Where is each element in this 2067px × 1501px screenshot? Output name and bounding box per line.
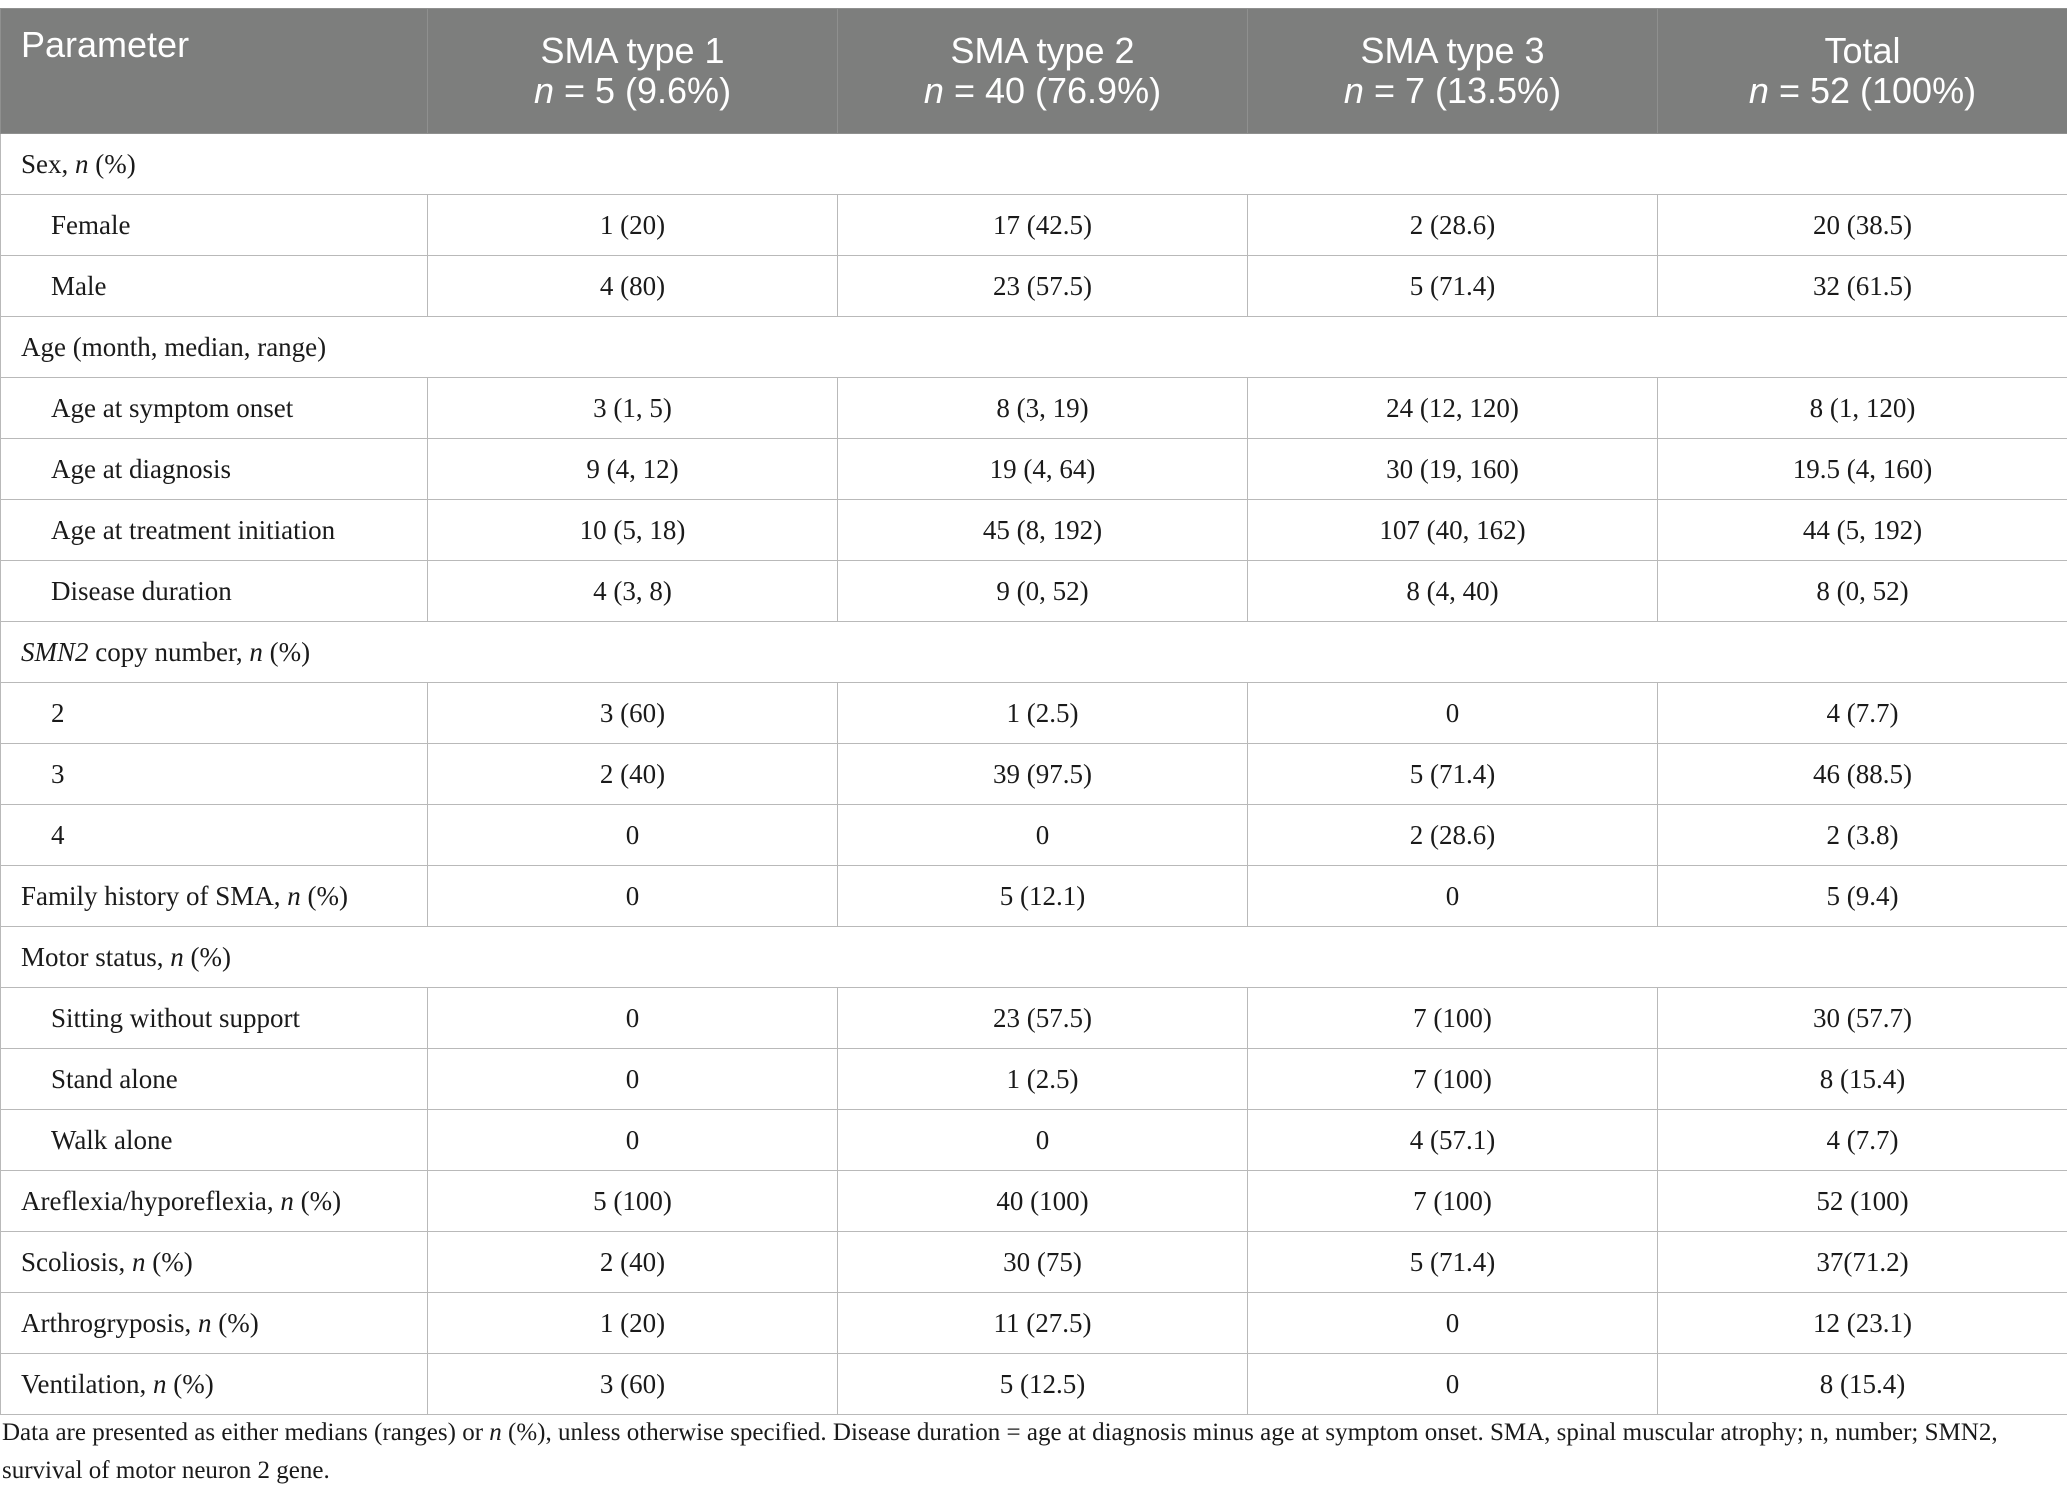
section-label-motor: Motor status, n (%): [1, 927, 2067, 988]
cell-sma1: 1 (20): [428, 195, 838, 256]
table-header: [1, 9, 2067, 134]
cell-sma2: 1 (2.5): [838, 683, 1248, 744]
header-sma-type-3: [1248, 9, 1658, 134]
section-row-sex: [1, 134, 2067, 195]
n-symbol: n: [923, 70, 944, 111]
row-label: Stand alone: [1, 1049, 428, 1110]
row-label: Age at symptom onset: [1, 378, 428, 439]
cell-sma2: 23 (57.5): [838, 988, 1248, 1049]
cell-sma2: 11 (27.5): [838, 1293, 1248, 1354]
cell-sma2: 40 (100): [838, 1171, 1248, 1232]
cell-sma2: 1 (2.5): [838, 1049, 1248, 1110]
table-row-age-treatment: [1, 500, 2067, 561]
cell-sma2: 23 (57.5): [838, 256, 1248, 317]
table-row-walk: [1, 1110, 2067, 1171]
table-row-copy-3: [1, 744, 2067, 805]
cell-sma3: 0: [1248, 1354, 1658, 1415]
cell-total: 37(71.2): [1658, 1232, 2067, 1293]
table-row-stand: [1, 1049, 2067, 1110]
cell-sma3: 0: [1248, 683, 1658, 744]
cell-sma2: 8 (3, 19): [838, 378, 1248, 439]
cell-sma2: 45 (8, 192): [838, 500, 1248, 561]
n-value: = 40 (76.9%): [943, 70, 1162, 111]
cell-sma1: 9 (4, 12): [428, 439, 838, 500]
header-title: SMA type 1: [540, 30, 725, 71]
row-label: Ventilation, n (%): [1, 1354, 428, 1415]
cell-total: 4 (7.7): [1658, 1110, 2067, 1171]
cell-sma2: 5 (12.5): [838, 1354, 1248, 1415]
cell-sma1: 0: [428, 1049, 838, 1110]
cell-total: 30 (57.7): [1658, 988, 2067, 1049]
cell-sma1: 3 (60): [428, 683, 838, 744]
cell-sma2: 17 (42.5): [838, 195, 1248, 256]
cell-sma3: 7 (100): [1248, 988, 1658, 1049]
row-label: Female: [1, 195, 428, 256]
row-label: Sitting without support: [1, 988, 428, 1049]
section-row-age: [1, 317, 2067, 378]
row-label: Walk alone: [1, 1110, 428, 1171]
cell-sma3: 0: [1248, 866, 1658, 927]
section-label-sex: Sex, n (%): [1, 134, 2067, 195]
cell-sma1: 4 (80): [428, 256, 838, 317]
cell-sma3: 4 (57.1): [1248, 1110, 1658, 1171]
cell-total: 52 (100): [1658, 1171, 2067, 1232]
table-row-age-diagnosis: [1, 439, 2067, 500]
row-label: Age at diagnosis: [1, 439, 428, 500]
cell-sma1: 5 (100): [428, 1171, 838, 1232]
cell-sma2: 19 (4, 64): [838, 439, 1248, 500]
table-row-ventilation: [1, 1354, 2067, 1415]
cell-sma3: 5 (71.4): [1248, 1232, 1658, 1293]
cell-sma1: 0: [428, 805, 838, 866]
row-label: Arthrogryposis, n (%): [1, 1293, 428, 1354]
cell-sma1: 0: [428, 1110, 838, 1171]
row-label: 2: [1, 683, 428, 744]
cell-sma1: 3 (1, 5): [428, 378, 838, 439]
table-row-arthrogryposis: [1, 1293, 2067, 1354]
row-label: Male: [1, 256, 428, 317]
header-parameter: Parameter: [1, 9, 428, 134]
header-sma-type-1: [428, 9, 838, 134]
n-symbol: n: [1748, 70, 1769, 111]
cell-sma1: 4 (3, 8): [428, 561, 838, 622]
table-row-sitting: [1, 988, 2067, 1049]
table-row-family-history: [1, 866, 2067, 927]
cell-total: 32 (61.5): [1658, 256, 2067, 317]
cell-sma2: 9 (0, 52): [838, 561, 1248, 622]
table-row-female: [1, 195, 2067, 256]
cell-total: 20 (38.5): [1658, 195, 2067, 256]
cell-total: 2 (3.8): [1658, 805, 2067, 866]
header-row: [1, 9, 2067, 134]
row-label: Disease duration: [1, 561, 428, 622]
row-label: Areflexia/hyporeflexia, n (%): [1, 1171, 428, 1232]
cell-sma3: 7 (100): [1248, 1171, 1658, 1232]
n-symbol: n: [1343, 70, 1364, 111]
cell-sma3: 8 (4, 40): [1248, 561, 1658, 622]
cell-sma3: 2 (28.6): [1248, 195, 1658, 256]
n-value: = 7 (13.5%): [1363, 70, 1562, 111]
cell-total: 8 (0, 52): [1658, 561, 2067, 622]
cell-total: 5 (9.4): [1658, 866, 2067, 927]
header-sma-type-2: [838, 9, 1248, 134]
cell-total: 12 (23.1): [1658, 1293, 2067, 1354]
row-label: Family history of SMA, n (%): [1, 866, 428, 927]
cell-total: 8 (15.4): [1658, 1049, 2067, 1110]
cell-total: 19.5 (4, 160): [1658, 439, 2067, 500]
table-row-copy-2: [1, 683, 2067, 744]
n-value: = 52 (100%): [1768, 70, 1977, 111]
cell-sma1: 3 (60): [428, 1354, 838, 1415]
cell-sma3: 107 (40, 162): [1248, 500, 1658, 561]
cell-sma2: 39 (97.5): [838, 744, 1248, 805]
row-label: 4: [1, 805, 428, 866]
table-body: [1, 134, 2067, 1415]
row-label: Age at treatment initiation: [1, 500, 428, 561]
header-title: SMA type 3: [1360, 30, 1545, 71]
cell-sma3: 30 (19, 160): [1248, 439, 1658, 500]
cell-total: 44 (5, 192): [1658, 500, 2067, 561]
cell-sma3: 2 (28.6): [1248, 805, 1658, 866]
header-title: Total: [1824, 30, 1901, 71]
table-row-male: [1, 256, 2067, 317]
cell-total: 4 (7.7): [1658, 683, 2067, 744]
cell-sma3: 5 (71.4): [1248, 744, 1658, 805]
n-value: = 5 (9.6%): [553, 70, 732, 111]
table-row-disease-duration: [1, 561, 2067, 622]
table-footnote: Data are presented as either medians (ranges) or n (%), unless otherwise specified. Disease duration = age at diagnosis minus age at symptom onset. SMA, spinal muscular atrophy; n, number; SMN2, survival of motor neuron 2 gene.: [2, 1419, 1998, 1484]
row-label: 3: [1, 744, 428, 805]
table-row-age-onset: [1, 378, 2067, 439]
header-n: [838, 71, 1247, 111]
section-label-age: Age (month, median, range): [1, 317, 2067, 378]
cell-sma1: 2 (40): [428, 1232, 838, 1293]
cell-total: 8 (1, 120): [1658, 378, 2067, 439]
cell-sma2: 0: [838, 1110, 1248, 1171]
cell-sma2: 0: [838, 805, 1248, 866]
cell-sma3: 7 (100): [1248, 1049, 1658, 1110]
table-row-areflexia: [1, 1171, 2067, 1232]
cell-sma3: 5 (71.4): [1248, 256, 1658, 317]
cell-sma2: 5 (12.1): [838, 866, 1248, 927]
section-row-motor: [1, 927, 2067, 988]
section-label-smn2: SMN2 copy number, n (%): [1, 622, 2067, 683]
cell-sma1: 10 (5, 18): [428, 500, 838, 561]
cell-total: 46 (88.5): [1658, 744, 2067, 805]
cell-sma1: 2 (40): [428, 744, 838, 805]
header-n: [1248, 71, 1657, 111]
data-table: [0, 8, 2067, 1415]
cell-sma1: 0: [428, 866, 838, 927]
n-symbol: n: [533, 70, 554, 111]
row-label: Scoliosis, n (%): [1, 1232, 428, 1293]
cell-sma1: 1 (20): [428, 1293, 838, 1354]
header-title: SMA type 2: [950, 30, 1135, 71]
header-n: [1658, 71, 2067, 111]
section-row-smn2: [1, 622, 2067, 683]
cell-total: 8 (15.4): [1658, 1354, 2067, 1415]
cell-sma3: 0: [1248, 1293, 1658, 1354]
cell-sma2: 30 (75): [838, 1232, 1248, 1293]
cell-sma1: 0: [428, 988, 838, 1049]
table-row-scoliosis: [1, 1232, 2067, 1293]
cell-sma3: 24 (12, 120): [1248, 378, 1658, 439]
table-row-copy-4: [1, 805, 2067, 866]
header-n: [428, 71, 837, 111]
header-total: [1658, 9, 2067, 134]
